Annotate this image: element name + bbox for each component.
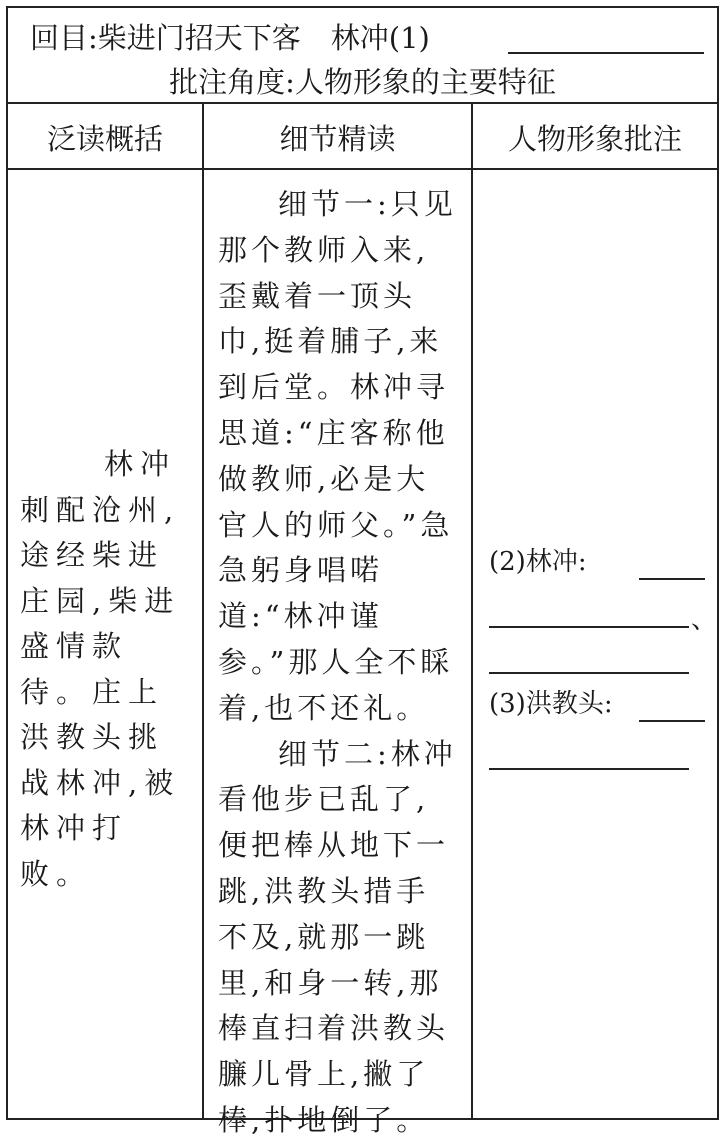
chapter-name: 回目:柴进门招天下客 [30,21,301,55]
header-skim-summary: 泛读概括 [46,121,163,156]
header-character-annotation: 人物形象批注 [507,121,682,156]
annotation-hong-label: (3)洪教头: [489,689,613,719]
summary-text: 林冲刺配沧州,途经柴进庄园,柴进盛情款待。庄上洪教头挑战林冲,被林冲打败。 [20,447,181,891]
details-text [218,182,458,1144]
answer-blank-2c[interactable] [489,672,689,674]
header-close-reading: 细节精读 [279,121,396,156]
worksheet-table [6,6,719,1137]
chapter-subtitle: 林冲(1) [330,21,430,55]
detail-two: 细节二:林冲看他步已乱了,便把棒从地下一跳,洪教头措手不及,就那一跳里,和身一转,那棒直扫着洪教头臁儿骨上,撇了棒,扑地倒了。 [218,736,457,1137]
detail-one: 细节一:只见那个教师入来,歪戴着一顶头巾,挺着脯子,来到后堂。林冲寻思道:“庄客称他做教师,必是大官人的师父。”急急躬身唱喏道:“林冲谨参。”那人全不睬着,也不还礼。 [218,187,457,725]
title-area [8,8,717,104]
answer-blank-2b[interactable] [489,626,689,628]
annotation-lin-chong-label: (2)林冲: [489,547,587,577]
annotation-separator: 、 [691,605,718,635]
annotation-cell [473,170,717,1118]
chapter-title [30,16,430,57]
answer-blank-2a[interactable] [639,578,705,580]
annotation-angle: 批注角度:人物形象的主要特征 [169,65,556,99]
answer-blank-3a[interactable] [639,720,705,722]
summary-cell [8,170,202,1118]
answer-blank-3b[interactable] [489,768,689,770]
answer-blank-1[interactable] [508,52,704,54]
details-cell [204,170,471,1137]
